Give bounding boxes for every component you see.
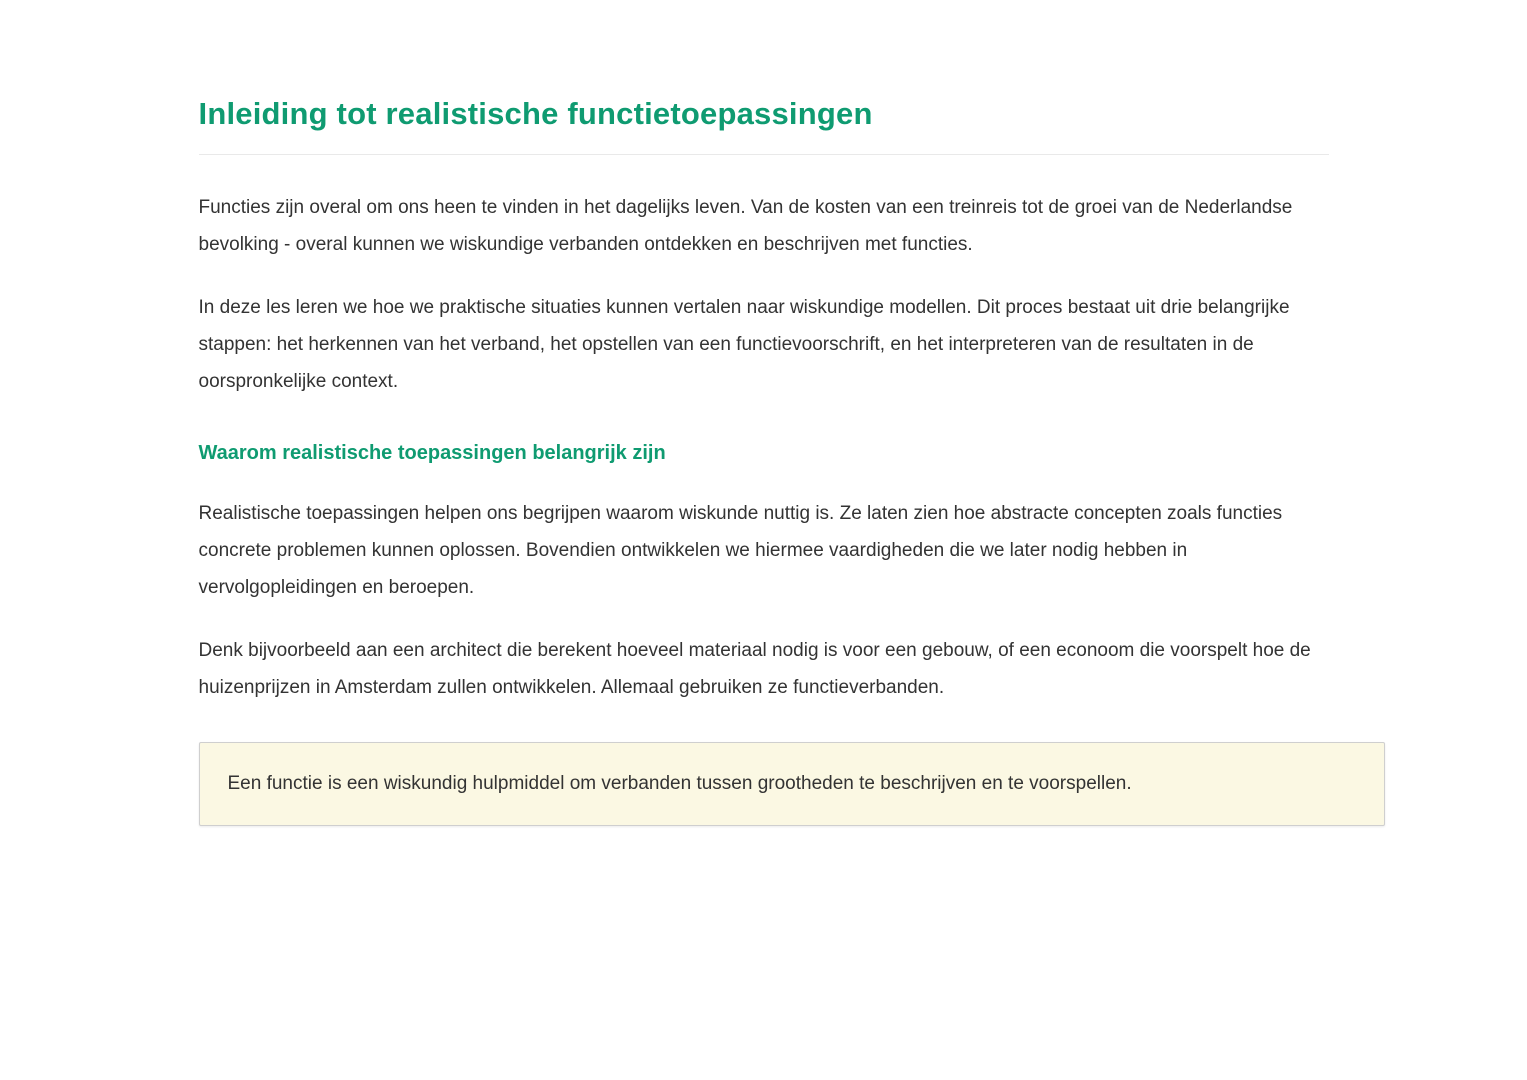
lesson-article	[199, 0, 1329, 826]
section-subheading: Waarom realistische toepassingen belangrijk zijn	[198, 442, 666, 464]
definition-callout	[199, 742, 1385, 826]
section-paragraph-1: Realistische toepassingen helpen ons begrijpen waarom wiskunde nuttig is. Ze laten zien hoe abstracte concepten zoals functies concrete problemen kunnen oplossen. Bovendien ontwikkelen we hiermee vaardigheden die we later nodig hebben in vervolgopleidingen en beroepen.	[198, 503, 1283, 598]
callout-text: Een functie is een wiskundig hulpmiddel om verbanden tussen grootheden te beschrijven en te voorspellen.	[227, 773, 1132, 794]
intro-paragraph-1: Functies zijn overal om ons heen te vinden in het dagelijks leven. Van de kosten van een treinreis tot de groei van de Nederlandse bevolking - overal kunnen we wiskundige verbanden ontdekken en beschrijven met functies.	[198, 197, 1293, 255]
title-divider	[199, 154, 1329, 155]
intro-paragraph-2: In deze les leren we hoe we praktische situaties kunnen vertalen naar wiskundige modellen. Dit proces bestaat uit drie belangrijke stappen: het herkennen van het verband, het opstellen van een functievoorschrift, en het interpreteren van de resultaten in de oorspronkelijke context.	[198, 297, 1290, 392]
section-paragraph-2: Denk bijvoorbeeld aan een architect die berekent hoeveel materiaal nodig is voor een gebouw, of een econoom die voorspelt hoe de huizenprijzen in Amsterdam zullen ontwikkelen. Allemaal gebruiken ze functieverbanden.	[198, 640, 1311, 698]
page-title: Inleiding tot realistische functietoepassingen	[198, 96, 873, 131]
